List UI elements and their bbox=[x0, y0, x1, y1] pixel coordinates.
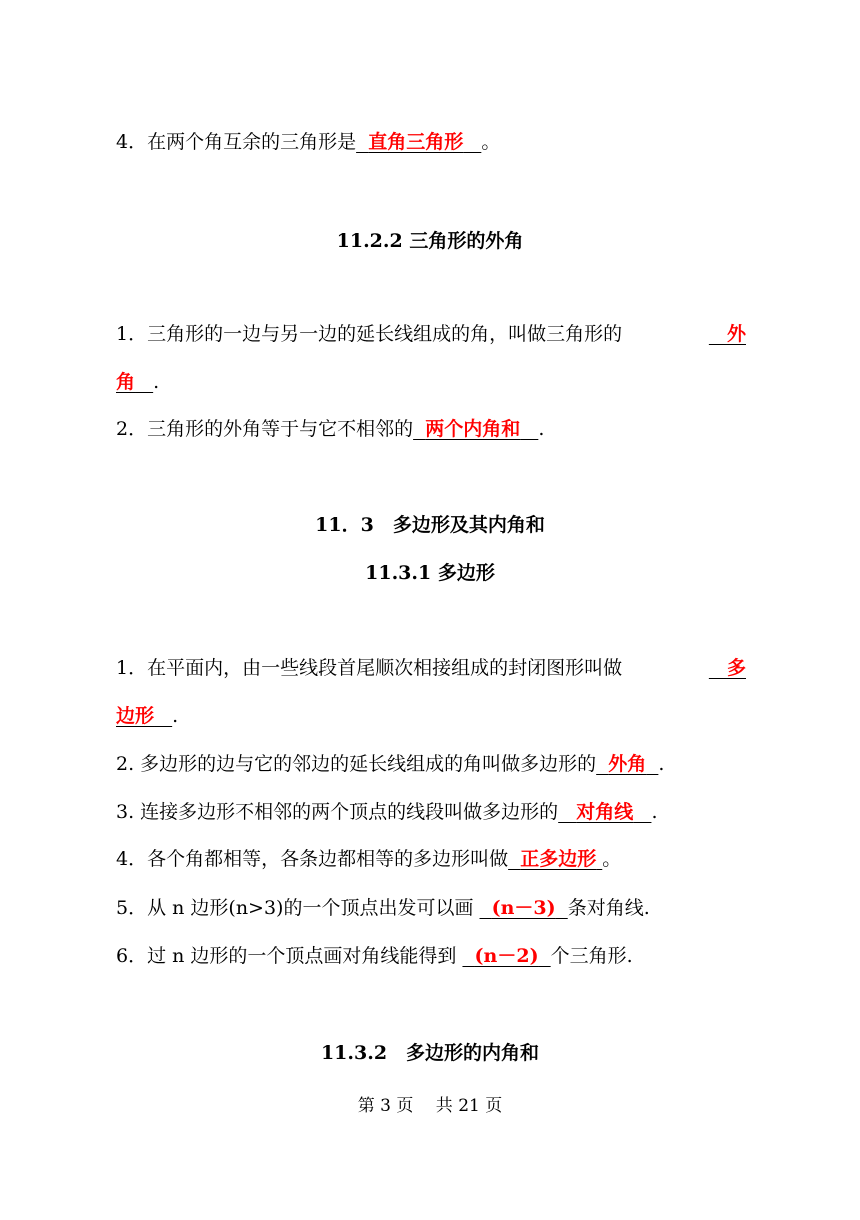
answer-text: 多 bbox=[726, 657, 746, 679]
question-1-polygon-line2 bbox=[116, 702, 746, 730]
blank-pad bbox=[558, 801, 576, 823]
question-end: . bbox=[153, 371, 160, 393]
question-text: 2．三角形的外角等于与它不相邻的 bbox=[116, 418, 414, 440]
blank-pad bbox=[539, 945, 551, 967]
question-text: 1．在平面内，由一些线段首尾顺次相接组成的封闭图形叫做 bbox=[116, 657, 623, 679]
blank-pad bbox=[556, 897, 568, 919]
question-1-polygon-line1 bbox=[116, 654, 746, 682]
question-4-regular-polygon bbox=[116, 845, 746, 873]
section-heading-polygon: 11．3 多边形及其内角和 bbox=[315, 514, 545, 536]
subsection-heading-polygon: 11.3.1 多边形 bbox=[365, 562, 495, 584]
answer-text: (n－3) bbox=[491, 897, 556, 919]
blank-pad bbox=[520, 418, 538, 440]
answer-text: 角 bbox=[116, 371, 136, 393]
question-text: 4．各个角都相等，各条边都相等的多边形叫做 bbox=[116, 848, 509, 870]
blank-pad bbox=[508, 848, 520, 870]
answer-text: 外角 bbox=[608, 753, 647, 775]
question-5-diagonal-count bbox=[116, 894, 746, 922]
question-6-triangle-count bbox=[116, 942, 746, 970]
question-end: . bbox=[658, 753, 665, 775]
blank-pad bbox=[135, 371, 153, 393]
blank-pad bbox=[633, 801, 651, 823]
question-end: 。 bbox=[481, 131, 501, 153]
blank-pad bbox=[154, 705, 172, 727]
blank-pad bbox=[709, 657, 727, 679]
blank-pad bbox=[463, 131, 481, 153]
question-text: 2. 多边形的边与它的邻边的延长线组成的角叫做多边形的 bbox=[116, 753, 597, 775]
question-text: 1．三角形的一边与另一边的延长线组成的角，叫做三角形的 bbox=[116, 323, 623, 345]
answer-text: 对角线 bbox=[576, 801, 634, 823]
question-end: . bbox=[651, 801, 658, 823]
blank-pad bbox=[480, 897, 492, 919]
question-text: 5．从 n 边形(n>3)的一个顶点出发可以画 bbox=[116, 897, 480, 919]
question-end: 。 bbox=[602, 848, 622, 870]
answer-text: 边形 bbox=[116, 705, 155, 727]
section-heading-exterior-angle: 11.2.2 三角形的外角 bbox=[336, 230, 524, 252]
answer-text: 外 bbox=[726, 323, 746, 345]
blank-pad bbox=[413, 418, 425, 440]
question-2-exterior-angle bbox=[116, 415, 746, 443]
blank-pad bbox=[356, 131, 368, 153]
answer-text: (n－2) bbox=[474, 945, 539, 967]
page-footer: 第 3 页 共 21 页 bbox=[357, 1096, 503, 1116]
question-2-polygon-exterior bbox=[116, 750, 746, 778]
question-end: 个三角形. bbox=[550, 945, 633, 967]
question-3-polygon-diagonal bbox=[116, 798, 746, 826]
question-text: 4．在两个角互余的三角形是 bbox=[116, 131, 357, 153]
blank-pad bbox=[709, 323, 727, 345]
blank-pad bbox=[462, 945, 474, 967]
question-end: . bbox=[172, 705, 179, 727]
blank-pad bbox=[646, 753, 658, 775]
answer-text: 两个内角和 bbox=[425, 418, 521, 440]
question-text: 6．过 n 边形的一个顶点画对角线能得到 bbox=[116, 945, 463, 967]
question-1-exterior-angle-line2 bbox=[116, 368, 746, 396]
question-text: 3. 连接多边形不相邻的两个顶点的线段叫做多边形的 bbox=[116, 801, 559, 823]
question-4-complementary bbox=[116, 128, 746, 156]
blank-pad bbox=[596, 753, 608, 775]
question-end: . bbox=[538, 418, 545, 440]
question-1-exterior-angle-line1 bbox=[116, 320, 746, 348]
question-end: 条对角线. bbox=[567, 897, 650, 919]
answer-text: 直角三角形 bbox=[368, 131, 464, 153]
section-heading-interior-angle-sum: 11.3.2 多边形的内角和 bbox=[320, 1042, 540, 1064]
answer-text: 正多边形 bbox=[520, 848, 597, 870]
